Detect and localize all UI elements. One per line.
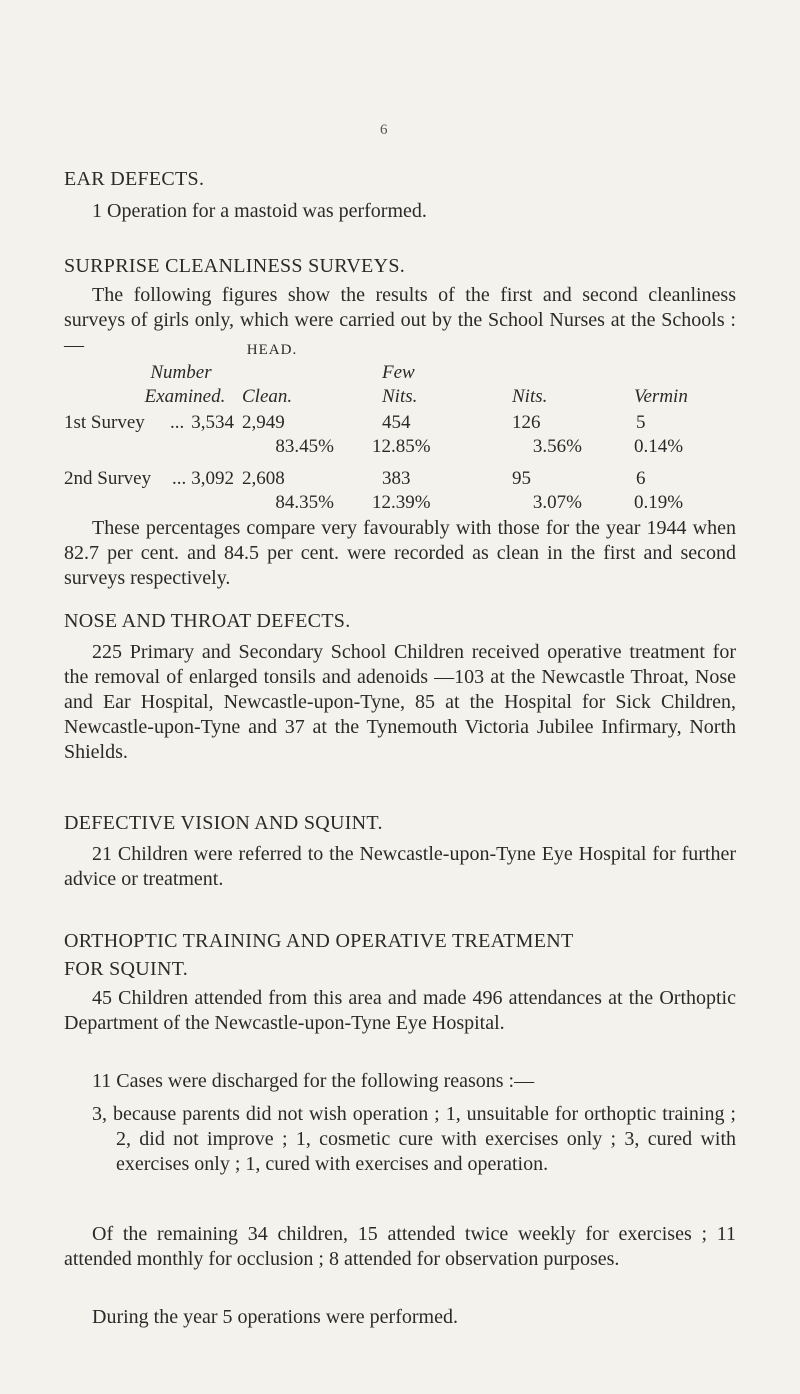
vermin-value: 5: [636, 412, 646, 433]
clean-percent: 83.45%: [275, 436, 334, 457]
header-vermin: Vermin: [634, 386, 688, 407]
clean-value: 2,949: [242, 412, 285, 433]
cleanliness-table: [64, 340, 744, 513]
row-label: 1st Survey: [64, 412, 145, 433]
few-nits-value: 454: [382, 412, 411, 433]
header-few: Few: [382, 362, 415, 383]
vision-heading: DEFECTIVE VISION AND SQUINT.: [64, 812, 383, 834]
cleanliness-outro: These percentages compare very favourably with those for the year 1944 when 82.7 per cent. and 84.5 per cent. were recorded as clean in the first and second surveys respectively.: [64, 517, 736, 589]
few-nits-percent: 12.39%: [372, 492, 431, 513]
orthoptic-para3: Of the remaining 34 children, 15 attended twice weekly for exercises ; 11 attended monthly for occlusion ; 8 attended for observation purposes.: [64, 1223, 736, 1270]
nits-percent: 3.07%: [532, 492, 582, 513]
row-dots: ...: [170, 412, 185, 433]
ear-defects-text: 1 Operation for a mastoid was performed.: [92, 200, 427, 222]
table-caption: HEAD.: [246, 342, 298, 358]
orthoptic-para2: 11 Cases were discharged for the following reasons :—: [92, 1070, 535, 1092]
clean-value: 2,608: [242, 468, 285, 489]
header-few-nits: Nits.: [382, 386, 418, 407]
header-examined: Examined.: [144, 386, 226, 407]
discharge-reasons: 3, because parents did not wish operation ; 1, unsuitable for orthoptic training ; 2, did not improve ; 1, cosmetic cure with exercises only ; 3, cured with exercises only ; 1, cured with exercises and operation.: [92, 1103, 736, 1175]
vermin-percent: 0.14%: [634, 436, 684, 457]
page-number: 6: [380, 122, 388, 138]
vermin-value: 6: [636, 468, 646, 489]
orthoptic-heading-line1: ORTHOPTIC TRAINING AND OPERATIVE TREATMENT: [64, 930, 574, 952]
header-nits: Nits.: [512, 386, 548, 407]
cleanliness-heading: SURPRISE CLEANLINESS SURVEYS.: [64, 255, 406, 277]
vision-text: 21 Children were referred to the Newcastle-upon-Tyne Eye Hospital for further advice or treatment.: [64, 843, 736, 890]
nits-percent: 3.56%: [532, 436, 582, 457]
few-nits-percent: 12.85%: [372, 436, 431, 457]
orthoptic-heading-line2: FOR SQUINT.: [64, 958, 189, 980]
row-dots: ...: [172, 468, 187, 489]
examined-value: 3,534: [191, 412, 234, 433]
few-nits-value: 383: [382, 468, 411, 489]
examined-value: 3,092: [191, 468, 234, 489]
header-clean: Clean.: [242, 386, 293, 407]
vermin-percent: 0.19%: [634, 492, 684, 513]
header-number: Number: [150, 362, 212, 383]
clean-percent: 84.35%: [275, 492, 334, 513]
orthoptic-para1: 45 Children attended from this area and made 496 attendances at the Orthoptic Department of the Newcastle-upon-Tyne Eye Hospital.: [64, 987, 736, 1034]
nits-value: 126: [512, 412, 541, 433]
row-label: 2nd Survey: [64, 468, 152, 489]
nits-value: 95: [512, 468, 531, 489]
orthoptic-para4: During the year 5 operations were performed.: [92, 1306, 458, 1328]
nose-throat-heading: NOSE AND THROAT DEFECTS.: [64, 610, 351, 632]
cleanliness-intro: The following figures show the results of the first and second cleanliness surveys of girls only, which were carried out by the School Nurses at the Schools :—: [64, 284, 736, 356]
ear-defects-heading: EAR DEFECTS.: [64, 168, 205, 190]
nose-throat-text: 225 Primary and Secondary School Children received operative treatment for the removal of enlarged tonsils and adenoids —103 at the Newcastle Throat, Nose and Ear Hospital, Newcastle-upon-Tyne, 85 at the Hospital for Sick Children, Newcastle-upon-Tyne and 37 at the Tynemouth Victoria Jubilee Infirmary, North Shields.: [64, 641, 736, 763]
